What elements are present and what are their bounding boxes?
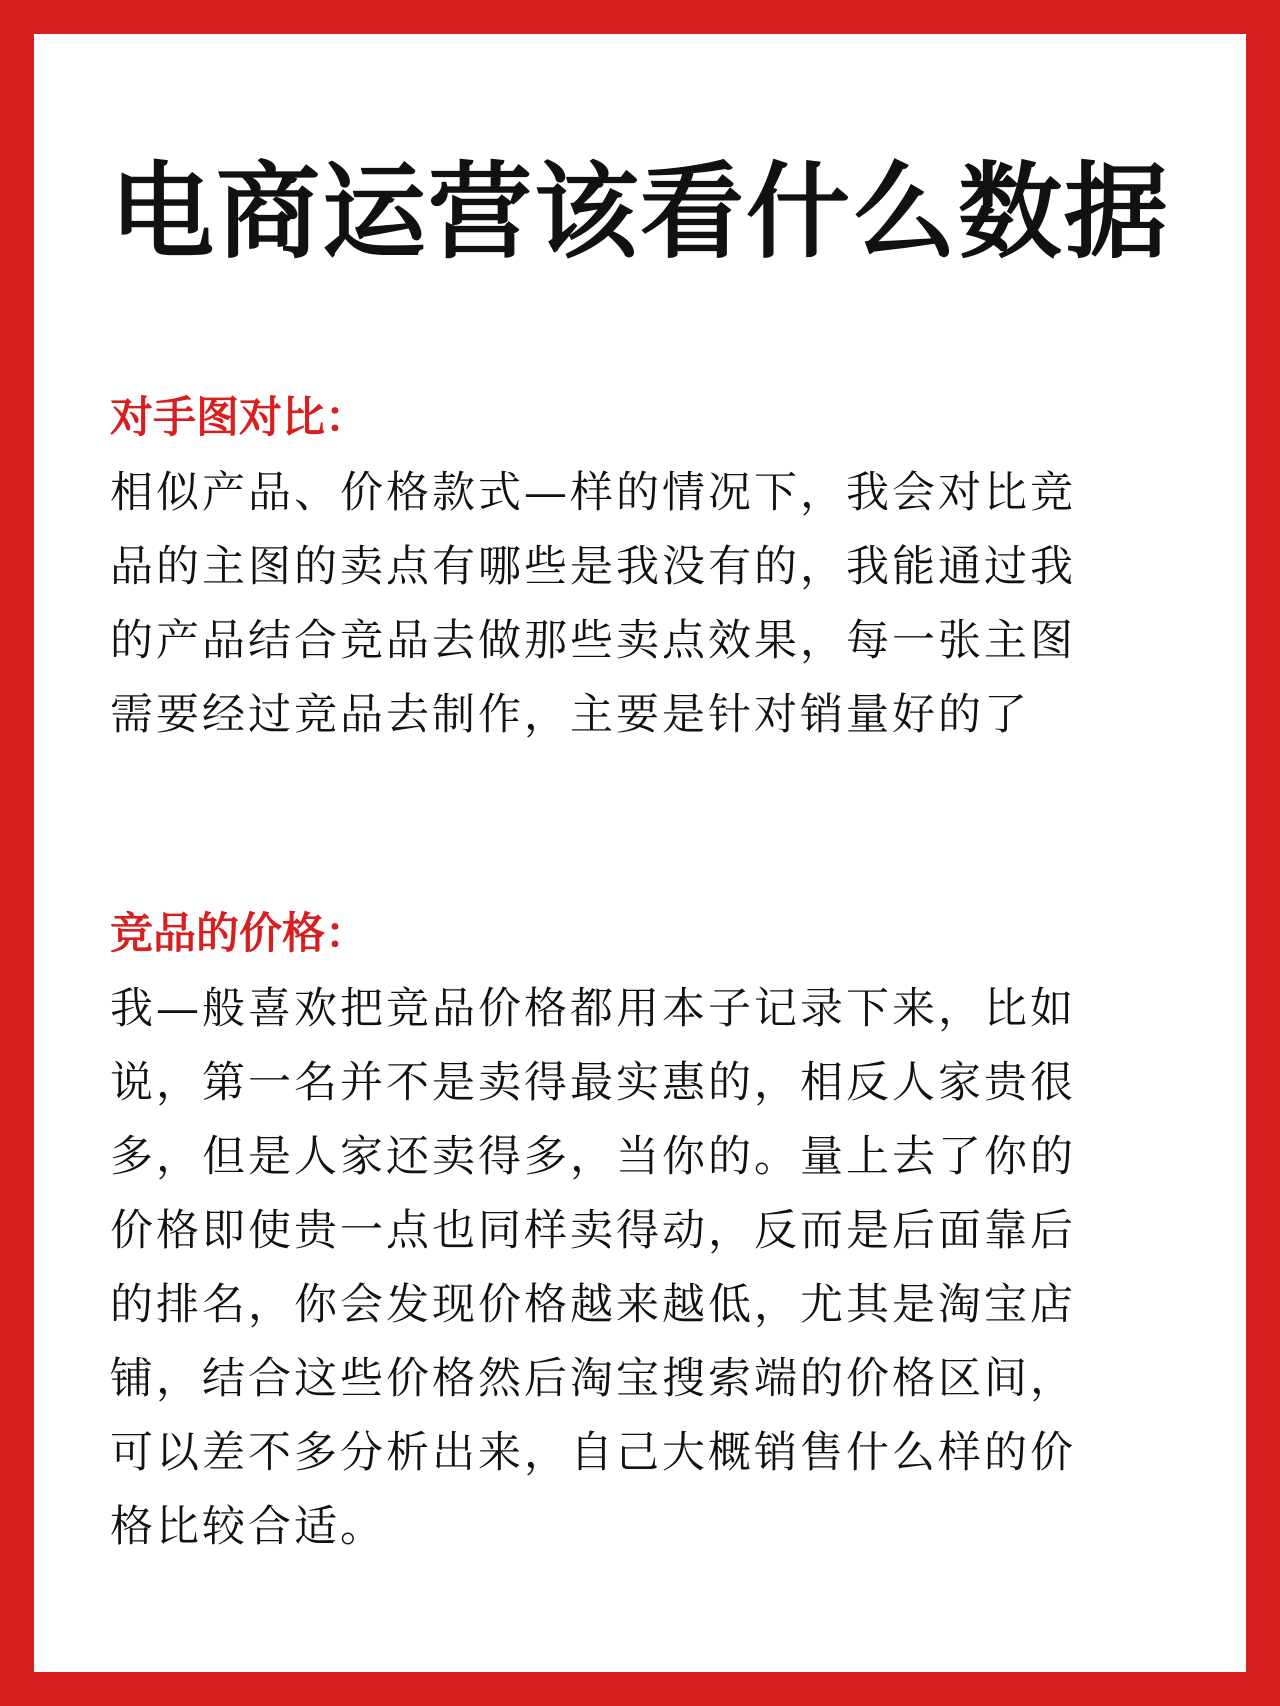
section-paragraph [110,972,1170,1564]
paragraph-line: 说，第一名并不是卖得最实惠的，相反人家贵很 [110,1058,1076,1108]
section-heading: 对手图对比： [110,393,368,443]
paragraph-line: 我—般喜欢把竞品价格都用本子记录下来，比如 [110,984,1076,1034]
section-heading: 竞品的价格： [110,909,368,959]
paragraph-line: 需要经过竞品去制作，主要是针对销量好的了 [110,690,1030,740]
paragraph-line: 的排名，你会发现价格越来越低，尤其是淘宝店 [110,1280,1076,1330]
paragraph-line: 品的主图的卖点有哪些是我没有的，我能通过我 [110,542,1076,592]
paragraph-line: 格比较合适。 [110,1502,386,1552]
paragraph-line: 可以差不多分析出来，自己大概销售什么样的价 [110,1428,1076,1478]
paragraph-line: 多，但是人家还卖得多，当你的。量上去了你的 [110,1132,1076,1182]
section-paragraph [110,456,1170,752]
section-competitor-prices [110,906,1170,1564]
paragraph-line: 的产品结合竞品去做那些卖点效果，每一张主图 [110,616,1076,666]
paragraph-line: 铺，结合这些价格然后淘宝搜索端的价格区间， [110,1354,1076,1404]
section-competitor-images [110,390,1170,752]
page-title: 电商运营该看什么数据 [109,151,1170,273]
paragraph-line: 价格即使贵一点也同样卖得动，反而是后面靠后 [110,1206,1076,1256]
paragraph-line: 相似产品、价格款式—样的情况下，我会对比竞 [110,468,1076,518]
